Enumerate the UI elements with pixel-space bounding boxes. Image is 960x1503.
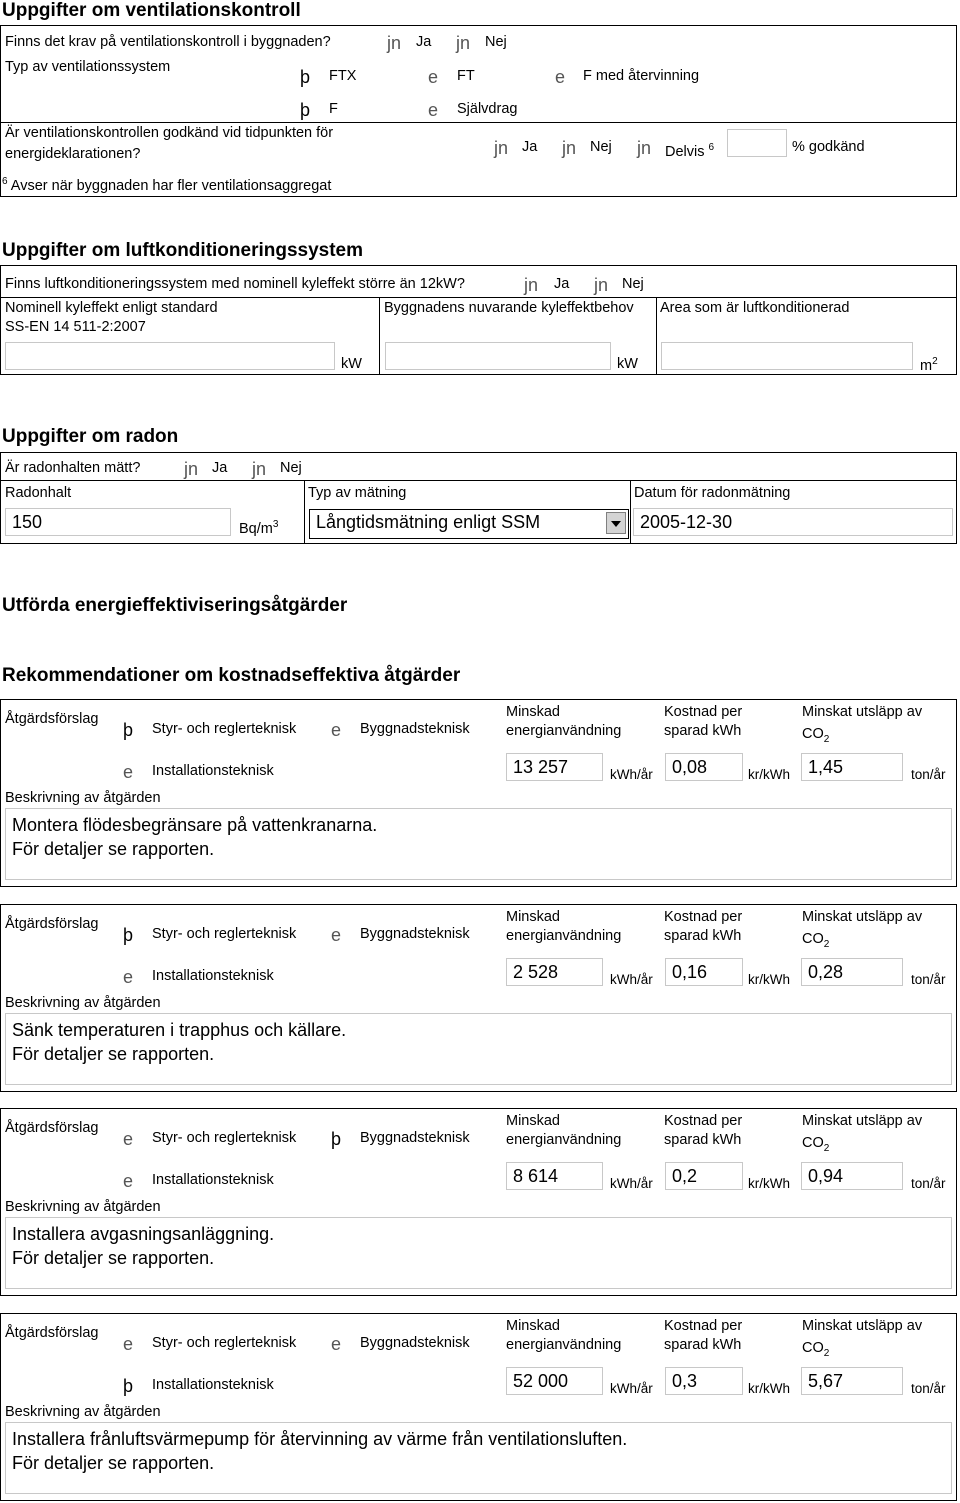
measure-energy-input[interactable]: 8 614 [506, 1162, 603, 1190]
measure-control-checkbox[interactable]: þ [123, 720, 134, 740]
measure-building-label: Byggnadsteknisk [360, 1335, 470, 1351]
measures-title: Utförda energieffektiviseringsåtgärder [2, 595, 348, 616]
measure-cost-input[interactable]: 0,2 [665, 1162, 743, 1190]
measure-control-label: Styr- och reglerteknisk [152, 1130, 297, 1146]
measure-co2-label [802, 726, 829, 748]
vent-required-yes-label: Ja [416, 34, 432, 50]
chevron-down-icon[interactable] [606, 512, 626, 534]
measure-control-checkbox[interactable]: þ [123, 925, 134, 945]
radon-col-divider-2 [630, 480, 631, 544]
measure-co2-unit: ton/år [911, 767, 946, 782]
ac-area-unit-sup: 2 [932, 356, 938, 367]
ac-col1-label-1: Nominell kyleffekt enligt standard [5, 300, 218, 316]
vent-approved-yes-radio[interactable]: jn [494, 138, 509, 158]
vent-type-ftx-checkbox[interactable]: þ [300, 67, 311, 87]
measure-co2-unit: ton/år [911, 972, 946, 987]
radon-question: Är radonhalten mätt? [5, 460, 141, 476]
measure-cost-input[interactable]: 0,16 [665, 958, 743, 986]
measure-control-label: Styr- och reglerteknisk [152, 1335, 297, 1351]
measure-cost-label-2: sparad kWh [664, 723, 742, 739]
vent-approved-partly-radio[interactable]: jn [637, 138, 652, 158]
measure-control-label: Styr- och reglerteknisk [152, 926, 297, 942]
measure-control-label: Styr- och reglerteknisk [152, 721, 297, 737]
radon-date-input[interactable]: 2005-12-30 [633, 508, 953, 536]
measure-cost-label-1: Kostnad per [664, 909, 743, 925]
measure-co2-label [802, 1340, 829, 1362]
ac-col-divider-2 [656, 297, 657, 375]
radon-type-label: Typ av mätning [308, 485, 407, 501]
measure-building-checkbox[interactable]: e [331, 1334, 342, 1354]
measure-control-checkbox[interactable]: e [123, 1129, 134, 1149]
vent-footnote [2, 173, 331, 195]
measure-desc-label: Beskrivning av åtgärden [5, 1404, 161, 1420]
vent-approved-question-2: energideklarationen? [5, 146, 141, 162]
vent-type-natural-checkbox[interactable]: e [428, 100, 439, 120]
vent-approved-no-label: Nej [590, 139, 612, 155]
vent-divider [0, 122, 957, 123]
vent-approved-yes-label: Ja [522, 139, 538, 155]
measure-co2-input[interactable]: 0,28 [801, 958, 903, 986]
measure-co2-base: CO [802, 1135, 824, 1151]
measure-co2-input[interactable]: 0,94 [801, 1162, 903, 1190]
measure-reduced-label-1: Minskad [506, 1318, 560, 1334]
measure-energy-unit: kWh/år [610, 1381, 653, 1396]
measure-co2-sub: 2 [823, 1142, 830, 1154]
vent-required-no-label: Nej [485, 34, 507, 50]
ventilation-title: Uppgifter om ventilationskontroll [2, 0, 301, 21]
measure-cost-label-1: Kostnad per [664, 1318, 743, 1334]
measure-co2-sub: 2 [823, 938, 830, 950]
measure-emission-label: Minskat utsläpp av [802, 1113, 923, 1129]
measure-proposal-label: Åtgärdsförslag [5, 711, 99, 727]
radon-yes-label: Ja [212, 460, 228, 476]
radon-level-label: Radonhalt [5, 485, 72, 501]
vent-type-f-label: F [329, 101, 338, 117]
measure-energy-input[interactable]: 52 000 [506, 1367, 603, 1395]
measure-desc-textarea[interactable]: Installera frånluftsvärmepump för återvinning av värme från ventilationsluften. För detaljer se rapporten. [5, 1422, 952, 1494]
ac-col2-label: Byggnadens nuvarande kyleffektbehov [384, 300, 634, 316]
measure-cost-label-2: sparad kWh [664, 1132, 742, 1148]
measure-install-label: Installationsteknisk [152, 1377, 274, 1393]
measure-co2-unit: ton/år [911, 1176, 946, 1191]
ac-yes-radio[interactable]: jn [524, 275, 539, 295]
measure-building-label: Byggnadsteknisk [360, 926, 470, 942]
measure-energy-input[interactable]: 13 257 [506, 753, 603, 781]
radon-level-unit [239, 516, 278, 538]
ac-area-input[interactable] [661, 342, 913, 370]
measure-co2-label [802, 931, 829, 953]
radon-type-value: Långtidsmätning enligt SSM [316, 512, 541, 532]
measure-install-checkbox[interactable]: þ [123, 1376, 134, 1396]
measure-co2-input[interactable]: 5,67 [801, 1367, 903, 1395]
measure-install-label: Installationsteknisk [152, 1172, 274, 1188]
ac-no-label: Nej [622, 276, 644, 292]
measure-install-checkbox[interactable]: e [123, 1171, 134, 1191]
ac-col3-label: Area som är luftkonditionerad [660, 300, 850, 316]
vent-approved-unit: % godkänd [792, 139, 865, 155]
ac-demand-input[interactable] [385, 342, 611, 370]
vent-type-frec-label: F med återvinning [583, 68, 700, 84]
measure-building-checkbox[interactable]: þ [331, 1129, 342, 1149]
measure-install-label: Installationsteknisk [152, 763, 274, 779]
measure-co2-base: CO [802, 1340, 824, 1356]
measure-desc-label: Beskrivning av åtgärden [5, 995, 161, 1011]
vent-type-ft-checkbox[interactable]: e [428, 67, 439, 87]
measure-energy-unit: kWh/år [610, 1176, 653, 1191]
measure-co2-base: CO [802, 726, 824, 742]
vent-type-ft-label: FT [457, 68, 475, 84]
ac-demand-unit: kW [617, 356, 638, 372]
measure-install-checkbox[interactable]: e [123, 762, 134, 782]
vent-type-f-checkbox[interactable]: þ [300, 100, 311, 120]
measure-cost-unit: kr/kWh [748, 1176, 790, 1191]
measure-reduced-label-2: energianvändning [506, 928, 622, 944]
measure-cost-label-2: sparad kWh [664, 928, 742, 944]
radon-date-label: Datum för radonmätning [634, 485, 791, 501]
radon-yes-radio[interactable]: jn [184, 459, 199, 479]
measure-building-label: Byggnadsteknisk [360, 1130, 470, 1146]
measure-building-checkbox[interactable]: e [331, 720, 342, 740]
measure-reduced-label-2: energianvändning [506, 1337, 622, 1353]
radon-level-unit-base: Bq/m [239, 520, 273, 537]
ac-divider [0, 297, 957, 298]
vent-required-question: Finns det krav på ventilationskontroll i byggnaden? [5, 34, 331, 50]
measure-reduced-label-1: Minskad [506, 909, 560, 925]
measure-proposal-label: Åtgärdsförslag [5, 1120, 99, 1136]
vent-required-yes-radio[interactable]: jn [387, 33, 402, 53]
ac-col-divider-1 [379, 297, 380, 375]
vent-type-frec-checkbox[interactable]: e [555, 67, 566, 87]
measure-building-checkbox[interactable]: e [331, 925, 342, 945]
measure-cost-unit: kr/kWh [748, 972, 790, 987]
measure-emission-label: Minskat utsläpp av [802, 704, 923, 720]
measure-cost-unit: kr/kWh [748, 767, 790, 782]
radon-no-label: Nej [280, 460, 302, 476]
vent-partly-footnote-mark: 6 [708, 142, 715, 153]
measure-co2-unit: ton/år [911, 1381, 946, 1396]
vent-approved-percent-input[interactable] [727, 129, 787, 157]
measure-co2-label [802, 1135, 829, 1157]
vent-approved-no-radio[interactable]: jn [562, 138, 577, 158]
ac-no-radio[interactable]: jn [594, 275, 609, 295]
measure-energy-unit: kWh/år [610, 972, 653, 987]
radon-col-divider-1 [304, 480, 305, 544]
vent-approved-partly-label [665, 139, 714, 161]
measure-reduced-label-1: Minskad [506, 704, 560, 720]
measure-emission-label: Minskat utsläpp av [802, 909, 923, 925]
measure-energy-unit: kWh/år [610, 767, 653, 782]
measure-cost-label-1: Kostnad per [664, 704, 743, 720]
measure-cost-input[interactable]: 0,3 [665, 1367, 743, 1395]
ac-nominal-input[interactable] [5, 342, 335, 370]
ac-area-unit-base: m [920, 357, 933, 374]
measure-energy-input[interactable]: 2 528 [506, 958, 603, 986]
ac-yes-label: Ja [554, 276, 570, 292]
vent-footnote-text: Avser när byggnaden har fler ventilationsaggregat [10, 177, 332, 194]
measure-reduced-label-1: Minskad [506, 1113, 560, 1129]
measure-desc-textarea[interactable]: Montera flödesbegränsare på vattenkranarna. För detaljer se rapporten. [5, 808, 952, 880]
measure-cost-unit: kr/kWh [748, 1381, 790, 1396]
vent-type-ftx-label: FTX [329, 68, 357, 84]
measure-cost-label-1: Kostnad per [664, 1113, 743, 1129]
radon-level-unit-sup: 3 [272, 519, 279, 530]
measure-building-label: Byggnadsteknisk [360, 721, 470, 737]
measure-control-checkbox[interactable]: e [123, 1334, 134, 1354]
measure-proposal-label: Åtgärdsförslag [5, 1325, 99, 1341]
recommendations-title: Rekommendationer om kostnadseffektiva åtgärder [2, 665, 461, 686]
measure-cost-label-2: sparad kWh [664, 1337, 742, 1353]
measure-co2-sub: 2 [823, 1347, 830, 1359]
measure-desc-textarea[interactable]: Sänk temperaturen i trapphus och källare. För detaljer se rapporten. [5, 1013, 952, 1085]
radon-divider [0, 480, 957, 481]
radon-type-select[interactable] [309, 509, 629, 539]
measure-cost-input[interactable]: 0,08 [665, 753, 743, 781]
radon-title: Uppgifter om radon [2, 426, 179, 447]
measure-co2-input[interactable]: 1,45 [801, 753, 903, 781]
ac-title: Uppgifter om luftkonditioneringssystem [2, 240, 364, 261]
measure-proposal-label: Åtgärdsförslag [5, 916, 99, 932]
measure-install-checkbox[interactable]: e [123, 967, 134, 987]
measure-desc-label: Beskrivning av åtgärden [5, 1199, 161, 1215]
vent-type-natural-label: Självdrag [457, 101, 518, 117]
vent-partly-text: Delvis [665, 143, 705, 160]
ac-col1-label-2: SS-EN 14 511-2:2007 [5, 319, 146, 335]
ac-nominal-unit: kW [341, 356, 362, 372]
measure-emission-label: Minskat utsläpp av [802, 1318, 923, 1334]
radon-level-input[interactable]: 150 [5, 508, 231, 536]
measure-co2-base: CO [802, 931, 824, 947]
vent-type-question: Typ av ventilationssystem [5, 59, 171, 75]
measure-co2-sub: 2 [823, 733, 830, 745]
vent-footnote-mark: 6 [2, 176, 8, 187]
measure-desc-label: Beskrivning av åtgärden [5, 790, 161, 806]
measure-reduced-label-2: energianvändning [506, 723, 622, 739]
measure-reduced-label-2: energianvändning [506, 1132, 622, 1148]
ac-question: Finns luftkonditioneringssystem med nominell kyleffekt större än 12kW? [5, 276, 465, 292]
measure-desc-textarea[interactable]: Installera avgasningsanläggning. För detaljer se rapporten. [5, 1217, 952, 1289]
vent-approved-question-1: Är ventilationskontrollen godkänd vid tidpunkten för [5, 125, 334, 141]
ac-area-unit [920, 353, 938, 375]
radon-no-radio[interactable]: jn [252, 459, 267, 479]
measure-install-label: Installationsteknisk [152, 968, 274, 984]
vent-required-no-radio[interactable]: jn [456, 33, 471, 53]
